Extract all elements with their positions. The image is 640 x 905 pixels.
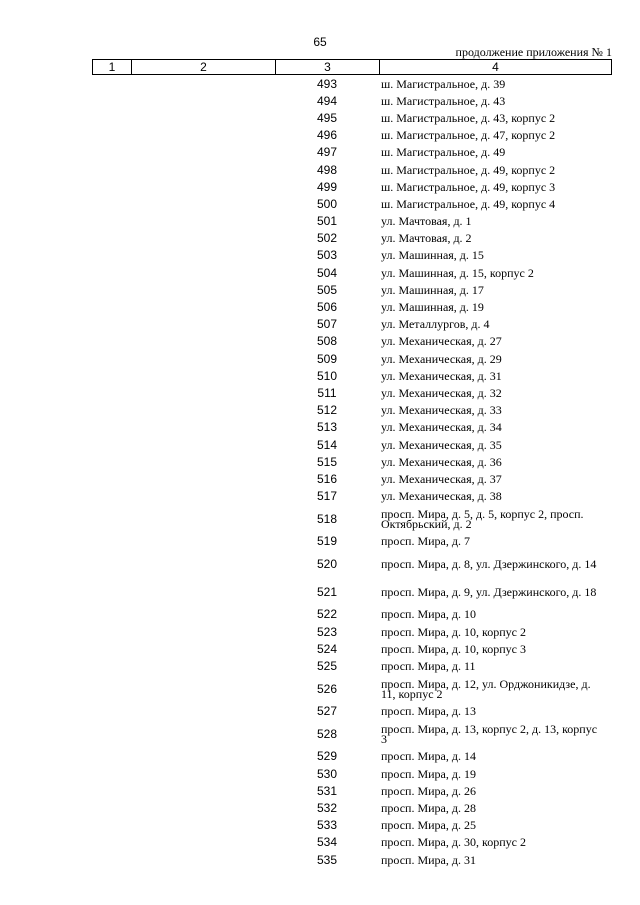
- row-address: ул. Машинная, д. 15, корпус 2: [381, 265, 534, 280]
- table-row: [0, 817, 640, 834]
- table-row: [0, 488, 640, 505]
- row-address: ул. Механическая, д. 36: [381, 454, 502, 469]
- row-number: 533: [316, 818, 338, 833]
- row-address: ул. Механическая, д. 38: [381, 489, 502, 504]
- appendix-continuation-note: продолжение приложения № 1: [455, 45, 612, 59]
- row-address: ш. Магистральное, д. 49: [381, 145, 506, 160]
- row-number: 501: [316, 214, 338, 229]
- table-row: [0, 350, 640, 367]
- row-number: 527: [316, 704, 338, 719]
- row-address: просп. Мира, д. 7: [381, 534, 470, 549]
- row-number: 504: [316, 265, 338, 280]
- table-row: [0, 606, 640, 623]
- row-address: просп. Мира, д. 9, ул. Дзержинского, д. 18: [381, 584, 597, 599]
- table-row: [0, 419, 640, 436]
- row-address: просп. Мира, д. 19: [381, 766, 476, 781]
- row-number: 511: [317, 385, 337, 400]
- row-address: просп. Мира, д. 13: [381, 704, 476, 719]
- row-number: 507: [316, 317, 338, 332]
- row-number: 529: [316, 749, 338, 764]
- table-row: [0, 316, 640, 333]
- row-address: просп. Мира, д. 14: [381, 749, 476, 764]
- row-address: ш. Магистральное, д. 49, корпус 4: [381, 196, 556, 211]
- row-number: 505: [316, 282, 338, 297]
- table-row: [0, 264, 640, 281]
- row-number: 521: [316, 584, 338, 599]
- row-number: 497: [316, 145, 338, 160]
- row-number: 512: [316, 403, 338, 418]
- row-number: 493: [316, 76, 338, 91]
- row-number: 510: [316, 368, 338, 383]
- row-address: просп. Мира, д. 10, корпус 2: [381, 624, 526, 639]
- table-row: [0, 92, 640, 109]
- row-address: просп. Мира, д. 12, ул. Орджоникидзе, д. 11, корпус 2: [381, 676, 591, 701]
- table-row: [0, 384, 640, 401]
- row-address: ул. Металлургов, д. 4: [381, 317, 490, 332]
- row-address: просп. Мира, д. 25: [381, 818, 476, 833]
- table-row: [0, 623, 640, 640]
- row-number: 515: [316, 454, 338, 469]
- row-number: 528: [316, 726, 338, 741]
- row-address: ул. Механическая, д. 37: [381, 471, 502, 486]
- table-header: [92, 59, 612, 75]
- table-row: [0, 675, 640, 703]
- table-row: [0, 230, 640, 247]
- row-address: ул. Механическая, д. 29: [381, 351, 502, 366]
- row-number: 520: [316, 556, 338, 571]
- row-address: просп. Мира, д. 11: [381, 659, 476, 674]
- row-address: просп. Мира, д. 31: [381, 852, 476, 867]
- row-address: ул. Механическая, д. 31: [381, 368, 502, 383]
- table-row: [0, 144, 640, 161]
- table-row: [0, 799, 640, 816]
- column-header-2: 2: [132, 60, 276, 75]
- table-row: [0, 703, 640, 720]
- row-number: 524: [316, 641, 338, 656]
- row-address: ш. Магистральное, д. 47, корпус 2: [381, 128, 556, 143]
- page-number: 65: [313, 35, 327, 49]
- row-address: просп. Мира, д. 5, д. 5, корпус 2, просп. Октябрьский, д. 2: [381, 506, 584, 531]
- row-address: ул. Механическая, д. 27: [381, 334, 502, 349]
- row-address: ш. Магистральное, д. 49, корпус 2: [381, 162, 556, 177]
- table-row: [0, 333, 640, 350]
- table-row: [0, 298, 640, 315]
- row-address: просп. Мира, д. 10, корпус 3: [381, 641, 526, 656]
- column-header-4: 4: [380, 60, 612, 75]
- row-number: 523: [316, 624, 338, 639]
- table-row: [0, 748, 640, 765]
- address-list: [0, 75, 640, 868]
- row-address: ш. Магистральное, д. 43, корпус 2: [381, 110, 556, 125]
- row-address: ул. Мачтовая, д. 2: [381, 231, 472, 246]
- row-address: ул. Машинная, д. 15: [381, 248, 484, 263]
- column-header-3: 3: [276, 60, 380, 75]
- row-number: 526: [316, 681, 338, 696]
- table-row: [0, 247, 640, 264]
- row-number: 535: [316, 852, 338, 867]
- row-number: 517: [316, 489, 338, 504]
- table-row: [0, 109, 640, 126]
- row-address: просп. Мира, д. 28: [381, 800, 476, 815]
- table-row: [0, 505, 640, 533]
- row-number: 518: [316, 511, 338, 526]
- row-number: 503: [316, 248, 338, 263]
- column-header-1: 1: [93, 60, 132, 75]
- table-row: [0, 402, 640, 419]
- row-address: ул. Машинная, д. 19: [381, 300, 484, 315]
- table-row: [0, 851, 640, 868]
- row-number: 534: [316, 835, 338, 850]
- table-row: [0, 550, 640, 578]
- row-address: ул. Механическая, д. 34: [381, 420, 502, 435]
- row-number: 532: [316, 800, 338, 815]
- row-address: ш. Магистральное, д. 49, корпус 3: [381, 179, 556, 194]
- table-row: [0, 765, 640, 782]
- row-number: 509: [316, 351, 338, 366]
- table-row: [0, 367, 640, 384]
- table-row: [0, 75, 640, 92]
- row-address: ул. Мачтовая, д. 1: [381, 214, 472, 229]
- table-row: [0, 470, 640, 487]
- row-number: 502: [316, 231, 338, 246]
- table-row: [0, 720, 640, 748]
- table-row: [0, 161, 640, 178]
- row-address: просп. Мира, д. 30, корпус 2: [381, 835, 526, 850]
- table-row: [0, 640, 640, 657]
- table-row: [0, 657, 640, 674]
- row-number: 496: [316, 128, 338, 143]
- row-number: 513: [316, 420, 338, 435]
- row-number: 499: [316, 179, 338, 194]
- row-number: 506: [316, 300, 338, 315]
- table-row: [0, 281, 640, 298]
- table-row: [0, 195, 640, 212]
- row-number: 516: [316, 471, 338, 486]
- row-address: ул. Механическая, д. 33: [381, 403, 502, 418]
- row-address: просп. Мира, д. 26: [381, 783, 476, 798]
- table-row: [0, 127, 640, 144]
- table-row: [0, 834, 640, 851]
- table-row: [0, 782, 640, 799]
- row-number: 494: [316, 93, 338, 108]
- row-number: 519: [316, 534, 338, 549]
- row-number: 522: [316, 607, 338, 622]
- row-address: ш. Магистральное, д. 39: [381, 76, 506, 91]
- row-address: ул. Механическая, д. 35: [381, 437, 502, 452]
- row-number: 508: [316, 334, 338, 349]
- row-address: ш. Магистральное, д. 43: [381, 93, 506, 108]
- table-row: [0, 178, 640, 195]
- row-number: 500: [316, 196, 338, 211]
- table-row: [0, 578, 640, 606]
- table-row: [0, 213, 640, 230]
- row-number: 531: [316, 783, 338, 798]
- row-number: 530: [316, 766, 338, 781]
- row-number: 525: [316, 659, 338, 674]
- table-row: [0, 453, 640, 470]
- row-number: 495: [316, 110, 338, 125]
- row-address: просп. Мира, д. 10: [381, 607, 476, 622]
- row-address: ул. Механическая, д. 32: [381, 385, 502, 400]
- table-row: [0, 533, 640, 550]
- row-address: просп. Мира, д. 8, ул. Дзержинского, д. 14: [381, 556, 597, 571]
- row-address: просп. Мира, д. 13, корпус 2, д. 13, корпус 3: [381, 721, 598, 746]
- table-row: [0, 436, 640, 453]
- row-number: 514: [316, 437, 338, 452]
- row-address: ул. Машинная, д. 17: [381, 282, 484, 297]
- row-number: 498: [316, 162, 338, 177]
